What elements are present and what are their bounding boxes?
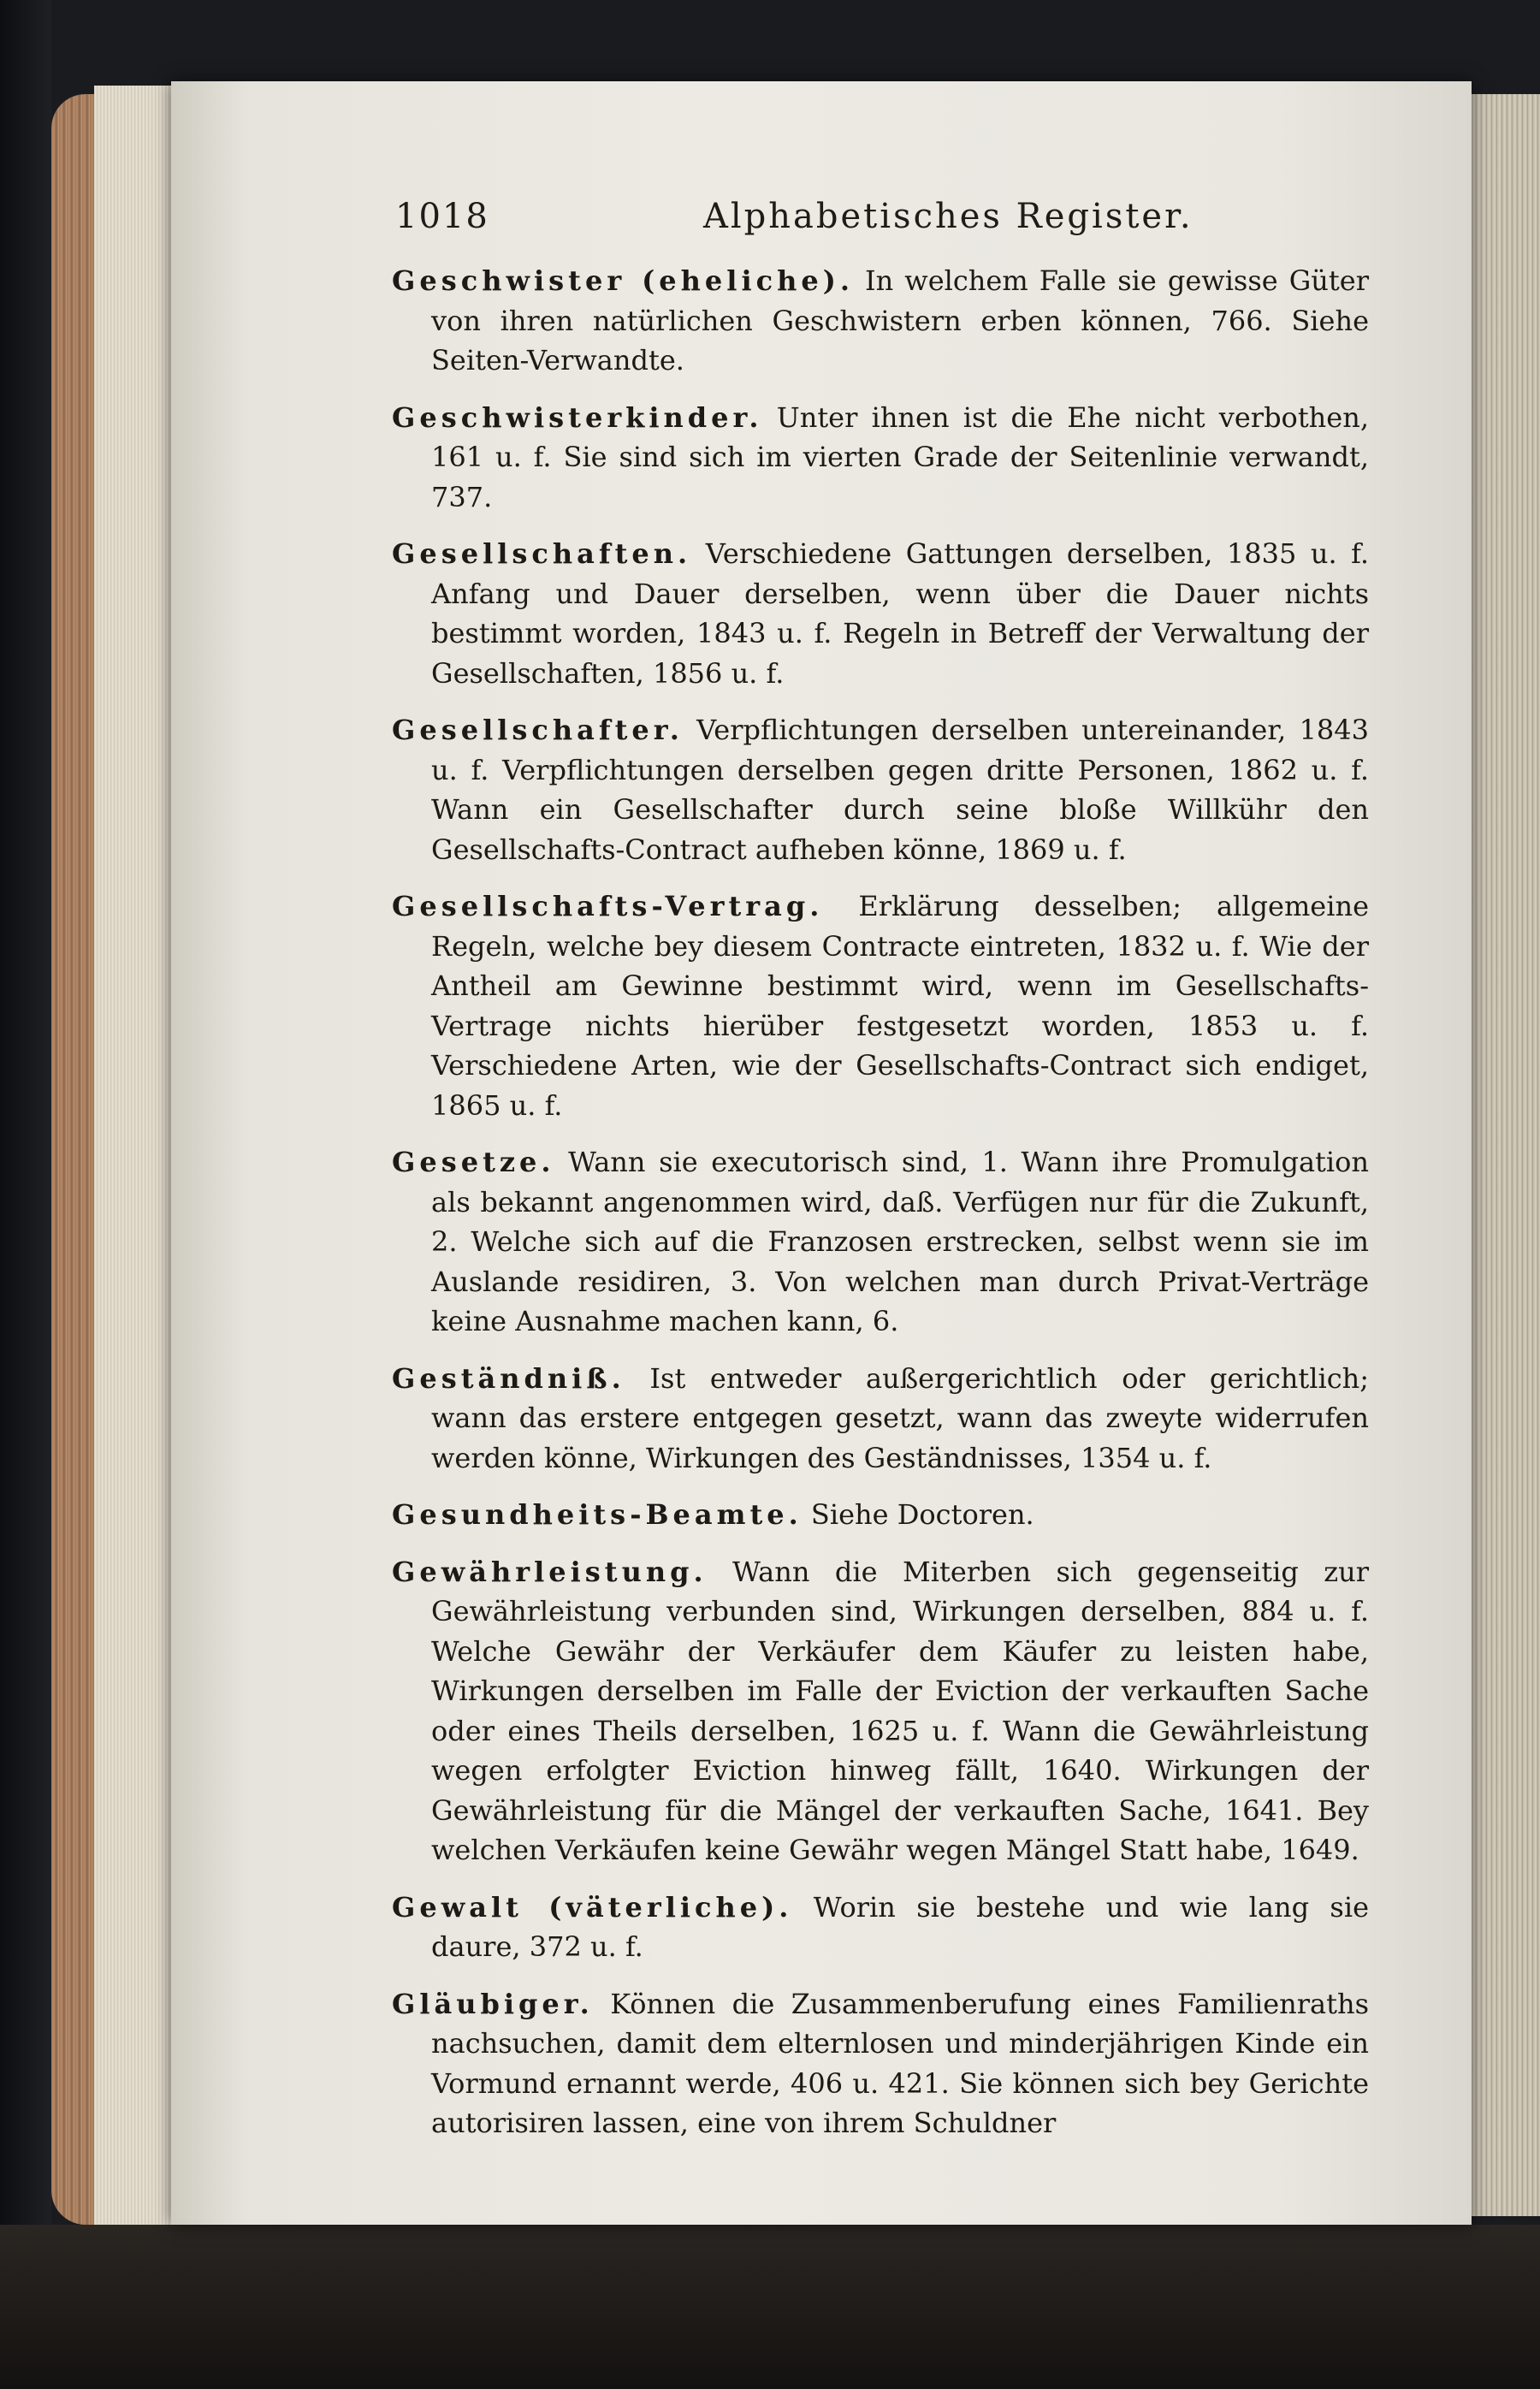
entry-text: Erklärung desselben; allgemeine Regeln, welche bey diesem Contracte eintreten, 1832 u. f. Wie der Antheil am Gewinne bestimmt wird, wenn im Gesellschafts-Vertrage nichts hierüber festgesetzt worden, 1853 u. f. Verschiedene Arten, wie der Gesellschafts-Contract sich endiget, 1865 u. f. xyxy=(431,890,1370,1122)
entry-term: Geschwisterkinder. xyxy=(392,400,763,434)
register-entry-gesellschafter xyxy=(392,710,1369,869)
entry-term: Gesellschaften. xyxy=(392,537,692,570)
register-entry-gesellschafts-vertrag xyxy=(392,886,1369,1125)
entry-term: Gesellschafter. xyxy=(392,714,684,746)
entry-text: Verschiedene Gattungen derselben, 1835 u. f. Anfang und Dauer derselben, wenn über die Dauer nichts bestimmt worden, 1843 u. f. Regeln in Betreff der Verwaltung der Gesellschaften, 1856 u. f. xyxy=(431,537,1369,690)
entry-text: Worin sie bestehe und wie lang sie daure, 372 u. f. xyxy=(431,1890,1370,1963)
register-entry-gesundheits-beamte xyxy=(392,1495,1369,1535)
register-entry-gewaehrleistung xyxy=(392,1552,1369,1870)
entry-text: Wann sie executorisch sind, 1. Wann ihre Promulgation als bekannt angenommen wird, daß. Verfügen nur für die Zukunft, 2. Welche sich auf die Franzosen erstrecken, selbst wenn sie im Auslande residiren, 3. Von welchen man durch Privat-Verträge keine Ausnahme machen kann, 6. xyxy=(431,1146,1370,1337)
entry-term: Gläubiger. xyxy=(392,1987,594,2020)
entry-text: Können die Zusammenberufung eines Familienraths nachsuchen, damit dem elternlosen und minderjährigen Kinde ein Vormund ernannt werde, 406 u. 421. Sie können sich bey Gerichte autorisiren lassen, eine von ihrem Schuldner xyxy=(431,1987,1370,2139)
entry-text: Ist entweder außergerichtlich oder gerichtlich; wann das erstere entgegen gesetzt, wann das zweyte widerrufen werden könne, Wirkungen des Geständnisses, 1354 u. f. xyxy=(431,1361,1370,1474)
backdrop xyxy=(0,0,51,2389)
register-entry-gestaendniss xyxy=(392,1359,1369,1479)
entry-text: Siehe Doctoren. xyxy=(810,1498,1034,1531)
register-body xyxy=(392,261,1369,2161)
entry-term: Gesellschafts-Vertrag. xyxy=(392,890,824,922)
page-header xyxy=(395,197,1388,245)
entry-term: Geständniß. xyxy=(392,1361,625,1395)
register-entry-glaeubiger xyxy=(392,1984,1369,2143)
entry-term: Gesetze. xyxy=(392,1146,555,1178)
register-entry-gesellschaften xyxy=(392,534,1369,693)
register-entry-geschwisterkinder xyxy=(392,398,1369,518)
running-title: Alphabetisches Register. xyxy=(703,197,1194,236)
entry-text: Unter ihnen ist die Ehe nicht verbothen, 161 u. f. Sie sind sich im vierten Grade der Seitenlinie verwandt, 737. xyxy=(431,400,1369,513)
entry-term: Geschwister (eheliche). xyxy=(392,264,854,297)
register-entry-geschwister xyxy=(392,261,1369,381)
entry-text: Wann die Miterben sich gegenseitig zur Gewährleistung verbunden sind, Wirkungen derselben, 884 u. f. Welche Gewähr der Verkäufer dem Käufer zu leisten habe, Wirkungen derselben im Falle der Eviction der verkauften Sache oder eines Theils derselben, 1625 u. f. Wann die Gewährleistung wegen erfolgter Eviction hinweg fällt, 1640. Wirkungen der Gewährleistung für die Mängel der verkauften Sache, 1641. Bey welchen Verkäufen keine Gewähr wegen Mängel Statt habe, 1649. xyxy=(431,1555,1369,1866)
entry-text: In welchem Falle sie gewisse Güter von ihren natürlichen Geschwistern erben können, 766. Siehe Seiten-Verwandte. xyxy=(431,264,1370,376)
register-entry-gewalt xyxy=(392,1888,1369,1967)
entry-term: Gewährleistung. xyxy=(392,1555,708,1588)
page-number: 1018 xyxy=(395,197,489,236)
entry-text: Verpflichtungen derselben untereinander, 1843 u. f. Verpflichtungen derselben gegen dritte Personen, 1862 u. f. Wann ein Gesellschafter durch seine bloße Willkühr den Gesellschafts-Contract aufheben könne, 1869 u. f. xyxy=(431,714,1370,866)
register-entry-gesetze xyxy=(392,1142,1369,1342)
entry-term: Gewalt (väterliche). xyxy=(392,1890,793,1924)
page-stack-right xyxy=(1472,94,1540,2216)
table-surface xyxy=(0,2225,1540,2389)
entry-term: Gesundheits-Beamte. xyxy=(392,1498,803,1531)
